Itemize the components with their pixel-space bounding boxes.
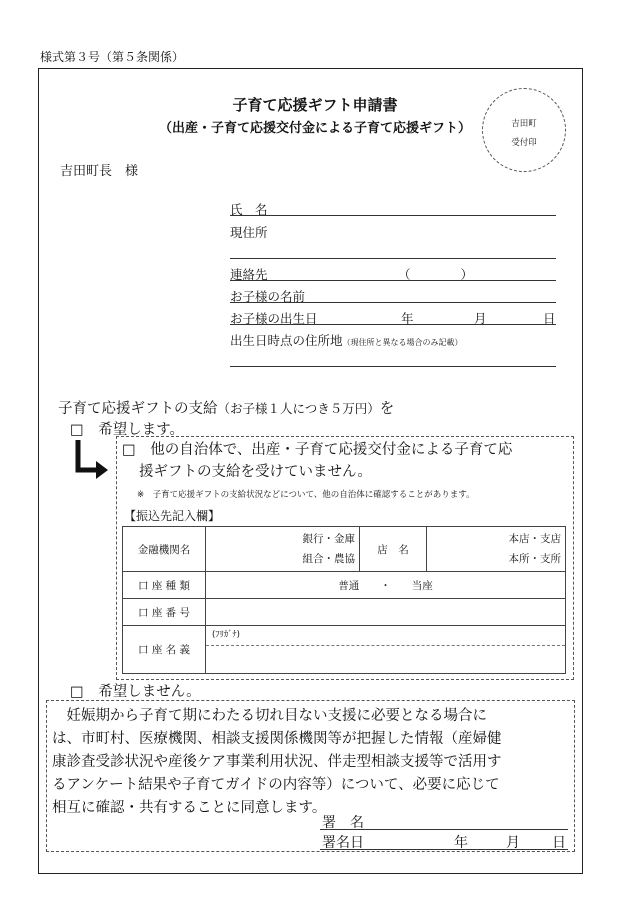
branch-type-1: 本店・支店 [508,533,561,545]
account-name-field[interactable] [206,626,566,674]
gift-heading-text: 子育て応援ギフトの支給 [58,401,218,417]
table-row [123,599,566,626]
institution-label: 金融機関名 [123,527,206,572]
option-decline-checkbox[interactable]: □ 希望しません。 [70,684,201,700]
signature-date-field[interactable] [320,849,568,850]
declaration-note: ※ 子育て応援ギフトの支給状況などについて、他の自治体に確認することがあります。 [137,490,475,500]
option-desire-checkbox[interactable]: □ 希望します。 [70,422,185,438]
stamp-label-town: 吉田町 [511,119,537,129]
branch-label: 店 名 [360,527,427,572]
account-name-label: 口 座 名 義 [123,626,206,674]
birth-address-label-text: 出生日時点の住所地 [230,333,343,348]
address-field[interactable] [230,258,556,259]
account-number-field[interactable] [206,599,566,626]
account-type-label: 口 座 種 類 [123,572,206,599]
consent-line-1: 妊娠期から子育て期にわたる切れ目ない支援に必要となる場合に [52,708,487,724]
stamp-label-reception: 受付印 [511,138,537,148]
name-field[interactable] [230,215,556,216]
institution-field[interactable] [206,527,360,572]
declaration-line-1[interactable]: □ 他の自治体で、出産・子育て応援交付金による子育て応 [122,442,513,458]
table-row [123,572,566,599]
consent-line-4: るアンケート結果や子育てガイドの内容等）について、必要に応じて [52,777,500,793]
bank-type-1: 銀行・金庫 [302,533,355,545]
reception-stamp-area [482,88,566,172]
branch-field[interactable] [427,527,566,572]
address-label: 現住所 [230,225,268,240]
branch-type-2: 本所・支所 [508,553,561,565]
birth-year-label: 年 [401,311,414,326]
gift-heading-note: （お子様１人につき５万円） [217,401,380,416]
birth-month-label: 月 [474,311,487,326]
child-name-field[interactable] [230,302,556,303]
consent-line-5: 相互に確認・共有することに同意します。 [52,800,327,816]
child-birth-field[interactable] [230,324,556,325]
consent-line-2: は、市町村、医療機関、相談支援関係機関等が把握した情報（産婦健 [52,731,502,747]
name-label: 氏 名 [230,202,268,217]
table-row [123,626,566,674]
arrow-right-icon [70,438,114,482]
signature-label: 署 名 [322,815,364,831]
furigana-label: (ﾌﾘｶﾞﾅ) [206,626,565,646]
birth-address-field[interactable] [230,366,556,367]
signature-field[interactable] [320,829,568,830]
signature-date-label: 署名日 [322,835,364,851]
birth-day-label: 日 [543,311,556,326]
table-row [123,527,566,572]
contact-label: 連絡先 [230,267,268,282]
signature-month-label: 月 [506,835,520,851]
consent-line-3: 康診査受診状況や産後ケア事業利用状況、伴走型相談支援等で活用す [52,754,502,770]
form-number: 様式第３号（第５条関係） [40,50,185,64]
birth-address-note: （現住所と異なる場合のみ記載） [342,338,463,347]
form-subtitle: （出産・子育て応援交付金による子育て応援ギフト） [158,121,471,136]
account-type-options[interactable]: 普通 ・ 当座 [206,572,566,599]
child-birth-label: お子様の出生日 [230,311,318,326]
consent-text [52,705,502,820]
account-number-label: 口 座 番 号 [123,599,206,626]
signature-day-label: 日 [552,835,566,851]
gift-section-heading [58,397,394,418]
birth-address-label [230,331,463,349]
addressee: 吉田町長 様 [60,164,139,179]
contact-area-code: （ ） [398,267,474,282]
form-title: 子育て応援ギフト申請書 [232,96,398,114]
bank-info-heading: 【振込先記入欄】 [124,509,221,523]
declaration-line-2: 援ギフトの支給を受けていません。 [139,464,372,480]
child-name-label: お子様の名前 [230,289,306,304]
contact-field[interactable] [230,280,556,281]
signature-year-label: 年 [454,835,468,851]
bank-type-2: 組合・農協 [302,553,355,565]
bank-account-table [122,526,566,674]
gift-heading-tail: を [379,401,395,417]
